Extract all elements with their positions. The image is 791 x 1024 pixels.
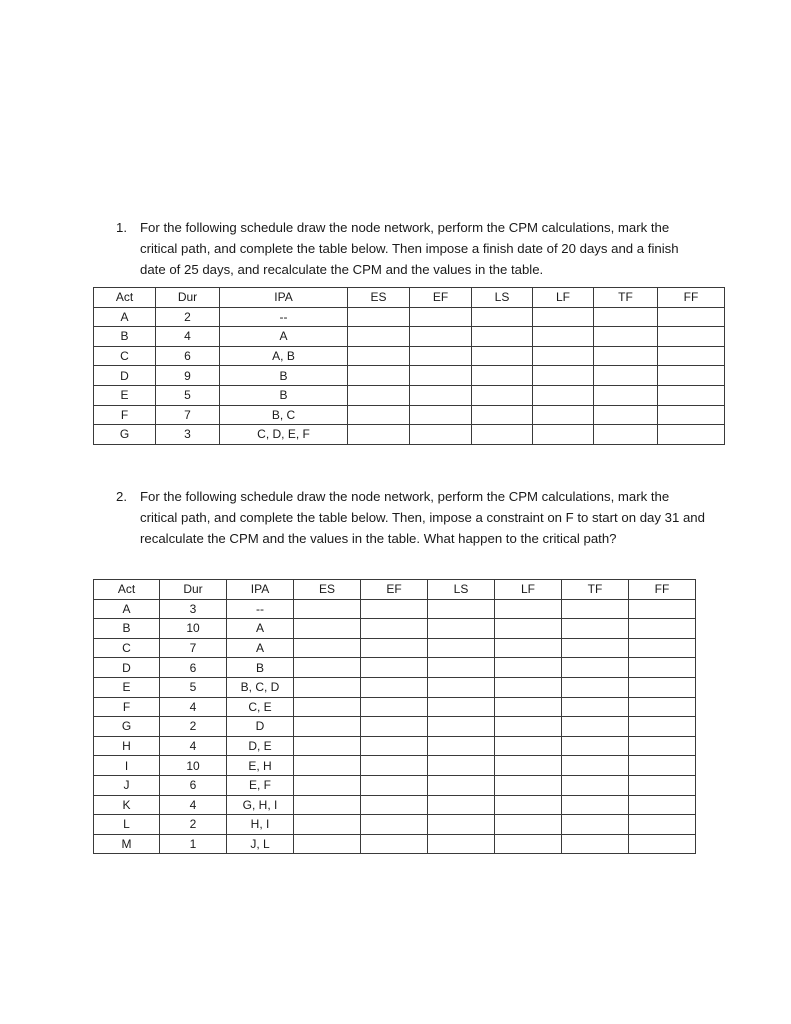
blank-cell-tf[interactable] (594, 405, 658, 425)
column-header-tf: TF (594, 288, 658, 308)
table-row (94, 346, 725, 366)
blank-cell-ls[interactable] (428, 736, 495, 756)
blank-cell-es[interactable] (294, 619, 361, 639)
cell-ipa: B, C (220, 405, 348, 425)
table-row (94, 756, 696, 776)
table-row (94, 638, 696, 658)
blank-cell-ff[interactable] (629, 756, 696, 776)
blank-cell-lf[interactable] (533, 346, 594, 366)
cell-act: G (94, 425, 156, 445)
cell-act: I (94, 756, 160, 776)
blank-cell-es[interactable] (348, 366, 410, 386)
blank-cell-ef[interactable] (361, 677, 428, 697)
cell-act: C (94, 346, 156, 366)
table-row (94, 327, 725, 347)
cell-act: F (94, 697, 160, 717)
cell-dur: 5 (156, 385, 220, 405)
blank-cell-ef[interactable] (361, 697, 428, 717)
cell-act: B (94, 327, 156, 347)
table-row (94, 677, 696, 697)
cell-dur: 9 (156, 366, 220, 386)
cell-dur: 7 (160, 638, 227, 658)
blank-cell-tf[interactable] (594, 366, 658, 386)
column-header-ff: FF (629, 580, 696, 600)
column-header-tf: TF (562, 580, 629, 600)
blank-cell-es[interactable] (294, 677, 361, 697)
table-row (94, 815, 696, 835)
blank-cell-ls[interactable] (428, 775, 495, 795)
table-row (94, 736, 696, 756)
blank-cell-ff[interactable] (629, 736, 696, 756)
blank-cell-lf[interactable] (495, 736, 562, 756)
table-row (94, 366, 725, 386)
blank-cell-lf[interactable] (495, 815, 562, 835)
cell-dur: 10 (160, 619, 227, 639)
blank-cell-tf[interactable] (562, 619, 629, 639)
blank-cell-ls[interactable] (472, 327, 533, 347)
blank-cell-ef[interactable] (361, 795, 428, 815)
column-header-ipa: IPA (227, 580, 294, 600)
cell-act: K (94, 795, 160, 815)
cell-dur: 2 (156, 307, 220, 327)
blank-cell-ff[interactable] (629, 677, 696, 697)
blank-cell-tf[interactable] (562, 697, 629, 717)
blank-cell-tf[interactable] (562, 736, 629, 756)
column-header-es: ES (294, 580, 361, 600)
table-row (94, 834, 696, 854)
cell-dur: 7 (156, 405, 220, 425)
blank-cell-ef[interactable] (361, 717, 428, 737)
cell-act: C (94, 638, 160, 658)
column-header-es: ES (348, 288, 410, 308)
blank-cell-ff[interactable] (629, 619, 696, 639)
blank-cell-ef[interactable] (410, 405, 472, 425)
column-header-dur: Dur (156, 288, 220, 308)
blank-cell-ef[interactable] (410, 366, 472, 386)
blank-cell-ef[interactable] (361, 736, 428, 756)
cell-act: F (94, 405, 156, 425)
column-header-ls: LS (428, 580, 495, 600)
blank-cell-ef[interactable] (361, 599, 428, 619)
blank-cell-ef[interactable] (361, 775, 428, 795)
blank-cell-ff[interactable] (629, 658, 696, 678)
column-header-ef: EF (361, 580, 428, 600)
blank-cell-tf[interactable] (594, 346, 658, 366)
column-header-dur: Dur (160, 580, 227, 600)
blank-cell-ef[interactable] (410, 385, 472, 405)
cell-dur: 2 (160, 717, 227, 737)
blank-cell-lf[interactable] (533, 385, 594, 405)
table-row (94, 717, 696, 737)
blank-cell-ef[interactable] (361, 756, 428, 776)
cell-ipa: D (227, 717, 294, 737)
cell-dur: 4 (156, 327, 220, 347)
blank-cell-lf[interactable] (533, 366, 594, 386)
table-row (94, 658, 696, 678)
cell-dur: 5 (160, 677, 227, 697)
cell-act: D (94, 366, 156, 386)
cell-dur: 1 (160, 834, 227, 854)
blank-cell-lf[interactable] (495, 795, 562, 815)
blank-cell-lf[interactable] (533, 425, 594, 445)
blank-cell-tf[interactable] (594, 425, 658, 445)
blank-cell-es[interactable] (294, 795, 361, 815)
column-header-ipa: IPA (220, 288, 348, 308)
table-row (94, 619, 696, 639)
cell-act: A (94, 307, 156, 327)
blank-cell-ff[interactable] (629, 599, 696, 619)
blank-cell-lf[interactable] (533, 327, 594, 347)
blank-cell-ls[interactable] (472, 307, 533, 327)
table-header-row (94, 288, 725, 308)
cell-ipa: J, L (227, 834, 294, 854)
blank-cell-lf[interactable] (533, 405, 594, 425)
table-row (94, 795, 696, 815)
cell-dur: 6 (156, 346, 220, 366)
blank-cell-ff[interactable] (658, 405, 725, 425)
cell-ipa: A (227, 638, 294, 658)
blank-cell-tf[interactable] (562, 599, 629, 619)
blank-cell-tf[interactable] (594, 307, 658, 327)
cell-dur: 3 (156, 425, 220, 445)
blank-cell-lf[interactable] (495, 717, 562, 737)
blank-cell-es[interactable] (294, 815, 361, 835)
problem-1-table (93, 287, 725, 445)
blank-cell-tf[interactable] (562, 795, 629, 815)
cell-act: D (94, 658, 160, 678)
table-header-row (94, 580, 696, 600)
blank-cell-ff[interactable] (658, 307, 725, 327)
blank-cell-tf[interactable] (594, 385, 658, 405)
cell-ipa: -- (220, 307, 348, 327)
cell-act: B (94, 619, 160, 639)
blank-cell-ef[interactable] (410, 425, 472, 445)
cell-dur: 4 (160, 697, 227, 717)
blank-cell-tf[interactable] (562, 756, 629, 776)
blank-cell-es[interactable] (348, 425, 410, 445)
table-row (94, 385, 725, 405)
cell-ipa: A (220, 327, 348, 347)
column-header-lf: LF (533, 288, 594, 308)
cell-ipa: B (220, 366, 348, 386)
blank-cell-ef[interactable] (361, 658, 428, 678)
column-header-act: Act (94, 288, 156, 308)
cell-ipa: C, E (227, 697, 294, 717)
cell-act: H (94, 736, 160, 756)
problem-2-number: 2. (116, 489, 127, 504)
blank-cell-lf[interactable] (495, 619, 562, 639)
blank-cell-ff[interactable] (629, 717, 696, 737)
blank-cell-tf[interactable] (562, 638, 629, 658)
blank-cell-ff[interactable] (629, 697, 696, 717)
blank-cell-ls[interactable] (428, 697, 495, 717)
cell-act: J (94, 775, 160, 795)
blank-cell-ls[interactable] (472, 366, 533, 386)
cell-ipa: D, E (227, 736, 294, 756)
cell-ipa: B, C, D (227, 677, 294, 697)
cell-dur: 3 (160, 599, 227, 619)
column-header-ef: EF (410, 288, 472, 308)
blank-cell-ls[interactable] (428, 599, 495, 619)
table-row (94, 775, 696, 795)
blank-cell-es[interactable] (348, 307, 410, 327)
blank-cell-ls[interactable] (472, 346, 533, 366)
blank-cell-tf[interactable] (562, 677, 629, 697)
cell-ipa: B (220, 385, 348, 405)
problem-2-text: For the following schedule draw the node network, perform the CPM calculations, mark the critical path, and complete the table below. Then, impose a constraint on F to start on day 31 and recalculate the CPM and the values in the table. What happen to the critical path? (140, 489, 705, 546)
table-row (94, 307, 725, 327)
cell-ipa: G, H, I (227, 795, 294, 815)
blank-cell-lf[interactable] (495, 697, 562, 717)
blank-cell-ls[interactable] (428, 834, 495, 854)
blank-cell-ef[interactable] (410, 307, 472, 327)
blank-cell-lf[interactable] (533, 307, 594, 327)
problem-2-table (93, 579, 696, 854)
blank-cell-tf[interactable] (562, 834, 629, 854)
blank-cell-ff[interactable] (629, 775, 696, 795)
blank-cell-ef[interactable] (361, 834, 428, 854)
blank-cell-ff[interactable] (658, 385, 725, 405)
cell-act: A (94, 599, 160, 619)
blank-cell-tf[interactable] (594, 327, 658, 347)
cell-act: E (94, 385, 156, 405)
blank-cell-es[interactable] (294, 717, 361, 737)
cell-ipa: -- (227, 599, 294, 619)
blank-cell-es[interactable] (294, 756, 361, 776)
cell-dur: 10 (160, 756, 227, 776)
cell-act: M (94, 834, 160, 854)
blank-cell-ls[interactable] (428, 717, 495, 737)
blank-cell-ff[interactable] (629, 638, 696, 658)
blank-cell-lf[interactable] (495, 756, 562, 776)
blank-cell-ef[interactable] (410, 327, 472, 347)
cell-ipa: H, I (227, 815, 294, 835)
blank-cell-es[interactable] (294, 775, 361, 795)
blank-cell-ef[interactable] (410, 346, 472, 366)
cell-ipa: C, D, E, F (220, 425, 348, 445)
blank-cell-lf[interactable] (495, 775, 562, 795)
blank-cell-tf[interactable] (562, 775, 629, 795)
blank-cell-tf[interactable] (562, 815, 629, 835)
table-row (94, 405, 725, 425)
blank-cell-ef[interactable] (361, 619, 428, 639)
blank-cell-lf[interactable] (495, 834, 562, 854)
cell-act: L (94, 815, 160, 835)
table-row (94, 599, 696, 619)
blank-cell-ls[interactable] (428, 677, 495, 697)
blank-cell-ff[interactable] (629, 795, 696, 815)
column-header-lf: LF (495, 580, 562, 600)
column-header-ff: FF (658, 288, 725, 308)
blank-cell-es[interactable] (294, 638, 361, 658)
blank-cell-ls[interactable] (472, 425, 533, 445)
blank-cell-lf[interactable] (495, 638, 562, 658)
blank-cell-es[interactable] (294, 697, 361, 717)
blank-cell-es[interactable] (294, 834, 361, 854)
blank-cell-ef[interactable] (361, 638, 428, 658)
cell-ipa: A, B (220, 346, 348, 366)
cell-dur: 4 (160, 795, 227, 815)
cell-ipa: B (227, 658, 294, 678)
blank-cell-ls[interactable] (428, 658, 495, 678)
column-header-act: Act (94, 580, 160, 600)
blank-cell-es[interactable] (294, 599, 361, 619)
cell-act: E (94, 677, 160, 697)
blank-cell-ff[interactable] (629, 815, 696, 835)
problem-1-text: For the following schedule draw the node network, perform the CPM calculations, mark the critical path, and complete the table below. Then impose a finish date of 20 days and a finish date of 25 days, and recalculate the CPM and the values in the table. (140, 220, 679, 277)
blank-cell-es[interactable] (294, 736, 361, 756)
blank-cell-ff[interactable] (629, 834, 696, 854)
blank-cell-lf[interactable] (495, 677, 562, 697)
problem-1-number: 1. (116, 220, 127, 235)
blank-cell-ff[interactable] (658, 346, 725, 366)
blank-cell-ff[interactable] (658, 425, 725, 445)
column-header-ls: LS (472, 288, 533, 308)
problem-2 (116, 486, 706, 549)
blank-cell-ls[interactable] (428, 619, 495, 639)
table-row (94, 697, 696, 717)
cell-dur: 6 (160, 658, 227, 678)
blank-cell-es[interactable] (348, 385, 410, 405)
blank-cell-es[interactable] (348, 405, 410, 425)
cell-dur: 6 (160, 775, 227, 795)
blank-cell-ff[interactable] (658, 366, 725, 386)
cell-act: G (94, 717, 160, 737)
cell-dur: 4 (160, 736, 227, 756)
blank-cell-ls[interactable] (428, 756, 495, 776)
blank-cell-es[interactable] (348, 327, 410, 347)
blank-cell-es[interactable] (348, 346, 410, 366)
blank-cell-ff[interactable] (658, 327, 725, 347)
blank-cell-es[interactable] (294, 658, 361, 678)
blank-cell-lf[interactable] (495, 599, 562, 619)
blank-cell-ls[interactable] (472, 385, 533, 405)
blank-cell-ls[interactable] (428, 638, 495, 658)
problem-1 (116, 217, 706, 280)
blank-cell-lf[interactable] (495, 658, 562, 678)
blank-cell-ls[interactable] (472, 405, 533, 425)
blank-cell-tf[interactable] (562, 717, 629, 737)
cell-dur: 2 (160, 815, 227, 835)
cell-ipa: E, F (227, 775, 294, 795)
blank-cell-ef[interactable] (361, 815, 428, 835)
blank-cell-ls[interactable] (428, 815, 495, 835)
table-row (94, 425, 725, 445)
cell-ipa: E, H (227, 756, 294, 776)
blank-cell-tf[interactable] (562, 658, 629, 678)
cell-ipa: A (227, 619, 294, 639)
blank-cell-ls[interactable] (428, 795, 495, 815)
